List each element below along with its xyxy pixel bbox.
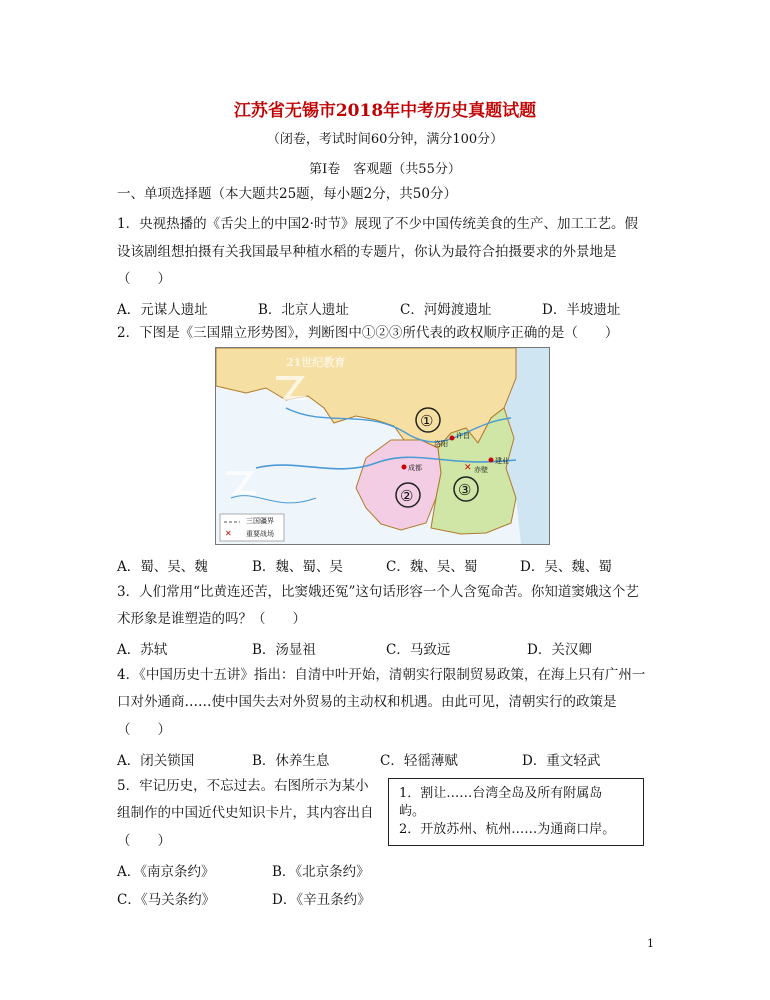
option-a: A．《南京条约》	[117, 864, 215, 880]
card-line: 2．开放苏州、杭州……为通商口岸。	[399, 822, 616, 837]
doc-subtitle: （闭卷，考试时间60分钟，满分100分）	[266, 132, 504, 147]
question-text: 4．《中国历史十五讲》指出：自清中叶开始，清朝实行限制贸易政策，在海上只有广州一	[117, 667, 646, 683]
doc-title: 江苏省无锡市2018年中考历史真题试题	[233, 101, 537, 121]
option-a: A．蜀、吴、魏	[117, 559, 208, 575]
city-dot	[489, 458, 494, 463]
option-d: D．关汉卿	[527, 642, 592, 658]
option-d: D．重文轻武	[522, 753, 601, 769]
option-a: A．元谋人遗址	[117, 302, 208, 318]
option-c: C．轻徭薄赋	[380, 753, 458, 769]
city-label-jianye: 建业	[495, 457, 509, 465]
section-heading: 一、单项选择题（本大题共25题，每小题2分，共50分）	[117, 186, 457, 202]
city-dot	[450, 436, 455, 441]
city-label-chibi: 赤壁	[474, 466, 488, 474]
question-text: 设该剧组想拍摄有关我国最早种植水稻的专题片，你认为最符合拍摄要求的外景地是	[117, 244, 617, 260]
question-text: 3．人们常用“比黄连还苦，比窦娥还冤”这句话形容一个人含冤命苦。你知道窦娥这个艺	[117, 584, 639, 600]
question-text: 口对外通商……使中国失去对外贸易的主动权和机遇。由此可见，清朝实行的政策是	[117, 694, 617, 710]
map-graphic	[216, 348, 549, 544]
option-c: C．魏、吴、蜀	[386, 559, 478, 575]
part-heading: 第Ⅰ卷 客观题（共55分）	[309, 162, 461, 177]
question-text: 组制作的中国近代史知识卡片，其内容出自	[117, 805, 374, 821]
option-a: A．苏轼	[117, 642, 168, 658]
card-line: 屿。	[399, 804, 426, 819]
battle-cross: ✕	[464, 463, 472, 473]
legend-cross: ✕	[225, 529, 232, 538]
card-line: 1．割让……台湾全岛及所有附属岛	[399, 786, 603, 801]
option-d: D．《辛丑条约》	[272, 892, 371, 908]
legend-battle-label: 重要战场	[246, 530, 274, 538]
option-c: C．马致远	[386, 642, 451, 658]
question-text: 2．下图是《三国鼎立形势图》，判断图中①②③所代表的政权顺序正确的是（ ）	[117, 325, 619, 341]
knowledge-card	[388, 778, 644, 846]
question-text: （ ）	[117, 271, 171, 287]
question-text: （ ）	[117, 833, 171, 849]
legend-border-label: 三国疆界	[246, 517, 274, 525]
option-c: C．《马关条约》	[117, 892, 216, 908]
option-c: C．河姆渡遗址	[400, 302, 492, 318]
page-number: 1	[647, 937, 654, 950]
map-watermark: 21世纪教育	[286, 356, 346, 369]
city-dot	[402, 465, 407, 470]
option-b: B．《北京条约》	[272, 864, 370, 880]
option-b: B．魏、蜀、吴	[252, 559, 343, 575]
question-text: 术形象是谁塑造的吗？（ ）	[117, 611, 306, 627]
city-label-chengdu: 成都	[408, 464, 422, 472]
map-marker-1: ①	[420, 412, 434, 430]
option-b: B．汤显祖	[252, 642, 316, 658]
option-d: D．吴、魏、蜀	[520, 559, 612, 575]
map-marker-2: ②	[400, 487, 414, 505]
map-marker-3: ③	[458, 481, 472, 499]
option-d: D．半坡遗址	[542, 302, 621, 318]
city-label-xuchang: 许昌	[456, 432, 470, 440]
city-label-luoyang: 洛阳	[434, 440, 448, 448]
question-text: 5．牢记历史，不忘过去。右图所示为某小	[117, 778, 369, 794]
three-kingdoms-map	[215, 347, 550, 545]
question-text: （ ）	[117, 722, 171, 738]
option-b: B．休养生息	[252, 753, 330, 769]
option-b: B．北京人遗址	[258, 302, 349, 318]
option-a: A．闭关锁国	[117, 753, 195, 769]
question-text: 1．央视热播的《舌尖上的中国2·时节》展现了不少中国传统美食的生产、加工工艺。假	[117, 216, 638, 232]
